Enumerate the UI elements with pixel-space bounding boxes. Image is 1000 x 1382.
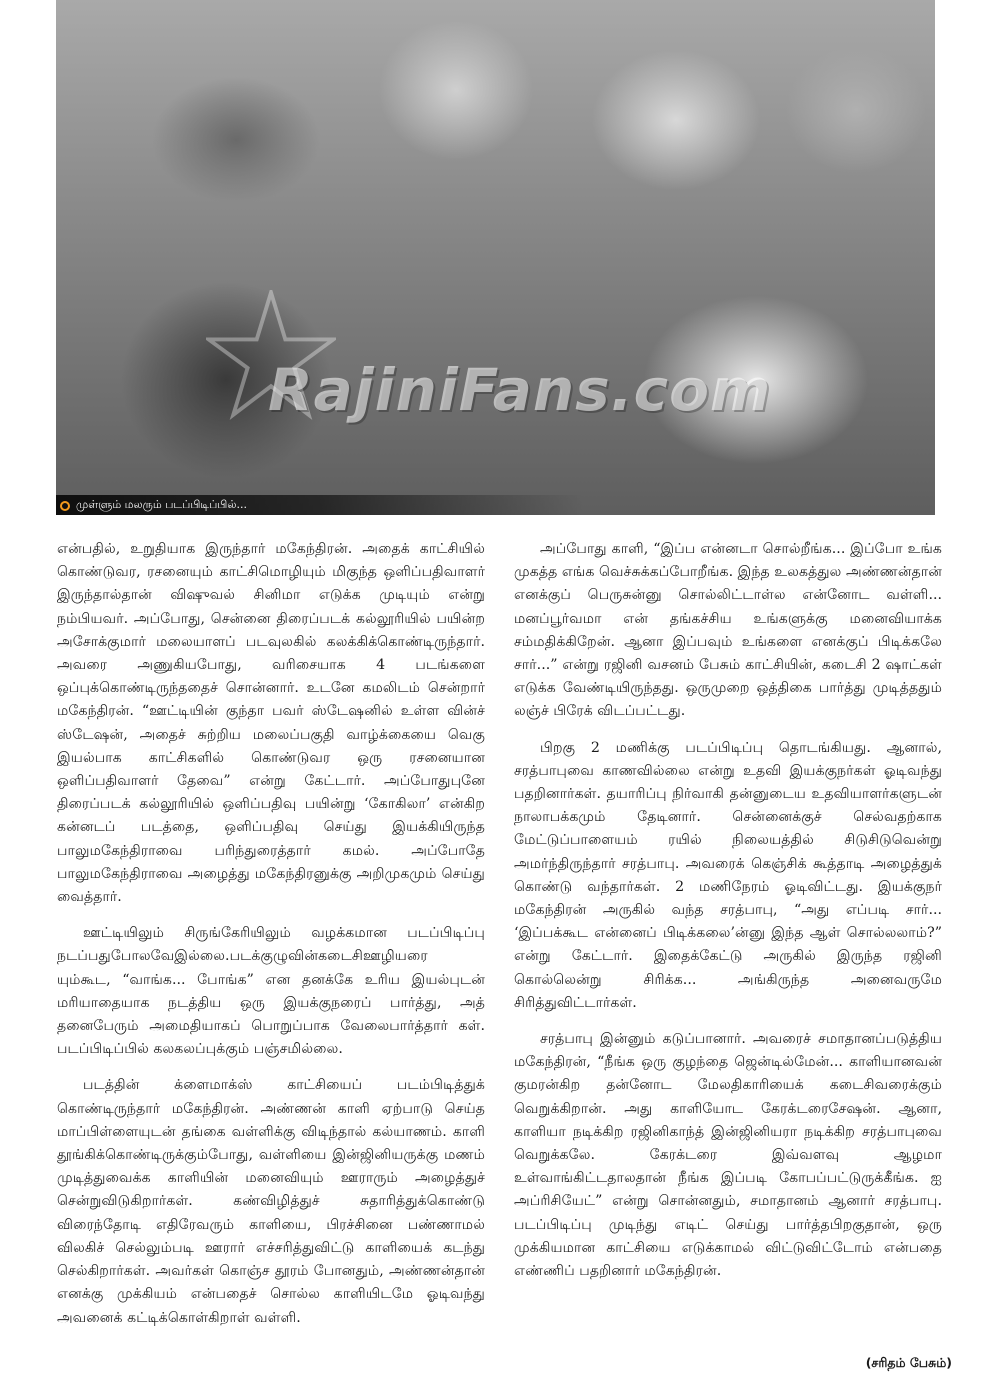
article-right-column	[514, 538, 942, 1296]
article-paragraph: ஊட்டியிலும் சிருங்கேரியிலும் வழக்கமான படப்பிடிப்பு நடப்பதுபோலவேஇல்லை.படக்குழுவின்கடைசிஊழியரை யும்கூட, “வாங்க... போங்க” என தனக்கே உரிய இயல்புடன் மரியாதையாக நடத்திய ஒரு இயக்குநரைப் பார்த்து, அத் தனைபேரும் அமைதியாகப் பொறுப்பாக வேலைபார்த்தார் கள். படப்பிடிப்பில் கலகலப்புக்கும் பஞ்சமில்லை.	[57, 925, 485, 1058]
article-paragraph: பிறகு 2 மணிக்கு படப்பிடிப்பு தொடங்கியது. ஆனால், சரத்பாபுவை காணவில்லை என்று உதவி இயக்குநர்கள் ஓடிவந்து பதறினார்கள். தயாரிப்பு நிர்வாகி தன்னுடைய உதவியாளர்களுடன் நாலாபக்கமும் தேடினார். சென்னைக்குச் செல்வதற்காக மேட்டுப்பாளையம் ரயில் நிலையத்தில் சிடுசிடுவென்று அமர்ந்திருந்தார் சரத்பாபு. அவரைக் கெஞ்சிக் கூத்தாடி அழைத்துக் கொண்டு வந்தார்கள். 2 மணிநேரம் ஓடிவிட்டது. இயக்குநர் மகேந்திரன் அருகில் வந்த சரத்பாபு, “அது எப்படி சார்... ‘இப்பக்கூட என்னைப் பிடிக்கலை’ன்னு இந்த ஆள் சொல்லலாம்?” என்று கேட்டார். இதைக்கேட்டு அருகில் இருந்த ரஜினி கொல்லென்று சிரிக்க... அங்கிருந்த அனைவருமே சிரித்துவிட்டார்கள்.	[514, 739, 942, 1011]
photo-caption	[60, 498, 247, 513]
series-signoff: (சரிதம் பேசும்)	[865, 1355, 952, 1370]
caption-bar	[56, 495, 935, 515]
caption-bullet-icon	[60, 501, 70, 511]
article-paragraph: சரத்பாபு இன்னும் கடுப்பானார். அவரைச் சமாதானப்படுத்திய மகேந்திரன், “நீங்க ஒரு குழந்தை ஜென்டில்மேன்... காளியானவன் குமரன்கிற தன்னோட மேலதிகாரியைக் கடைசிவரைக்கும் வெறுக்கிறான். அது காளியோட கேரக்டரைசேஷன். ஆனா, காளியா நடிக்கிற ரஜினிகாந்த் இன்ஜினியரா நடிக்கிற சரத்பாபுவை வெறுக்கலே. கேரக்டரை இவ்வளவு ஆழமா உள்வாங்கிட்டதாலதான் நீங்க இப்படி கோபப்பட்டுருக்கீங்க. ஐ அப்ரிசியேட்” என்று சொன்னதும், சமாதானம் ஆனார் சரத்பாபு. படப்பிடிப்பு முடிந்து எடிட் செய்து பார்த்தபிறகுதான், ஒரு முக்கியமான காட்சியை எடுக்காமல் விட்டுவிட்டோம் என்பதை எண்ணிப் பதறினார் மகேந்திரன்.	[514, 1031, 942, 1280]
article-paragraph: என்பதில், உறுதியாக இருந்தார் மகேந்திரன். அதைக் காட்சியில் கொண்டுவர, ரசனையும் காட்சிமொழியும் மிகுந்த ஒளிப்பதிவாளர் இருந்தால்தான் விஷுவல் சினிமா எடுக்க முடியும் என்று நம்பியவர். அப்போது, சென்னை திரைப்படக் கல்லூரியில் பயின்ற அசோக்குமார் மலையாளப் படவுலகில் கலக்கிக்கொண்டிருந்தார். அவரை அணுகியபோது, வரிசையாக 4 படங்களை ஒப்புக்கொண்டிருந்ததைச் சொன்னார். உடனே கமலிடம் சென்றார் மகேந்திரன். “ஊட்டியின் குந்தா பவர் ஸ்டேஷனில் உள்ள வின்ச் ஸ்டேஷன், அதைச் சுற்றிய மலைப்பகுதி வாழ்க்கையை வெகு இயல்பாக காட்சிகளில் கொண்டுவர ஒரு ரசனையான ஒளிப்பதிவாளர் தேவை” என்று கேட்டார். அப்போதுபுனே திரைப்படக் கல்லூரியில் ஒளிப்பதிவு பயின்று ‘கோகிலா’ என்கிற கன்னடப் படத்தை, ஒளிப்பதிவு செய்து இயக்கியிருந்த பாலுமகேந்திராவை பரிந்துரைத்தார் கமல். அப்போதே பாலுமகேந்திராவை அழைத்து மகேந்திரனுக்கு அறிமுகமும் செய்து வைத்தார்.	[57, 541, 485, 906]
watermark-text: RajiniFans.com	[268, 356, 772, 424]
photo-caption-text: முள்ளும் மலரும் படப்பிடிப்பில்...	[76, 498, 247, 511]
article-paragraph: படத்தின் க்ளைமாக்ஸ் காட்சியைப் படம்பிடித்துக் கொண்டிருந்தார் மகேந்திரன். அண்ணன் காளி ஏற்பாடு செய்த மாப்பிள்ளையுடன் தங்கை வள்ளிக்கு விடிந்தால் கல்யாணம். காளி தூங்கிக்கொண்டிருக்கும்போது, வள்ளியை இன்ஜினியருக்கு மணம் முடித்துவைக்க காளியின் மனைவியும் ஊராரும் அழைத்துச் சென்றுவிடுகிறார்கள். கண்விழித்துச் சுதாரித்துக்கொண்டு விரைந்தோடி எதிரேவரும் காளியை, பிரச்சினை பண்ணாமல் விலகிச் செல்லும்படி ஊரார் எச்சரித்துவிட்டு காளியைக் கடந்து செல்கிறார்கள். அவர்கள் கொஞ்ச தூரம் போனதும், அண்ணன்தான் எனக்கு முக்கியம் என்பதைச் சொல்ல காளியிடமே ஓடிவந்து அவனைக் கட்டிக்கொள்கிறாள் வள்ளி.	[57, 1077, 485, 1326]
article-left-column	[57, 538, 485, 1343]
film-set-photo	[56, 0, 935, 515]
article-paragraph: அப்போது காளி, “இப்ப என்னடா சொல்றீங்க... இப்போ உங்க முகத்த எங்க வெச்சுக்கப்போறீங்க. இந்த உலகத்துல அண்ணன்தான் எனக்குப் பெருசுன்னு சொல்லிட்டாள்ல என்னோட வள்ளி... மனப்பூர்வமா என் தங்கச்சிய உங்களுக்கு மனைவியாக்க சம்மதிக்கிறேன். ஆனா இப்பவும் உங்களை எனக்குப் பிடிக்கலே சார்...” என்று ரஜினி வசனம் பேசும் காட்சியின், கடைசி 2 ஷாட்கள் எடுக்க வேண்டியிருந்தது. ஒருமுறை ஒத்திகை பார்த்து முடித்ததும் லஞ்ச் பிரேக் விடப்பட்டது.	[514, 541, 942, 720]
